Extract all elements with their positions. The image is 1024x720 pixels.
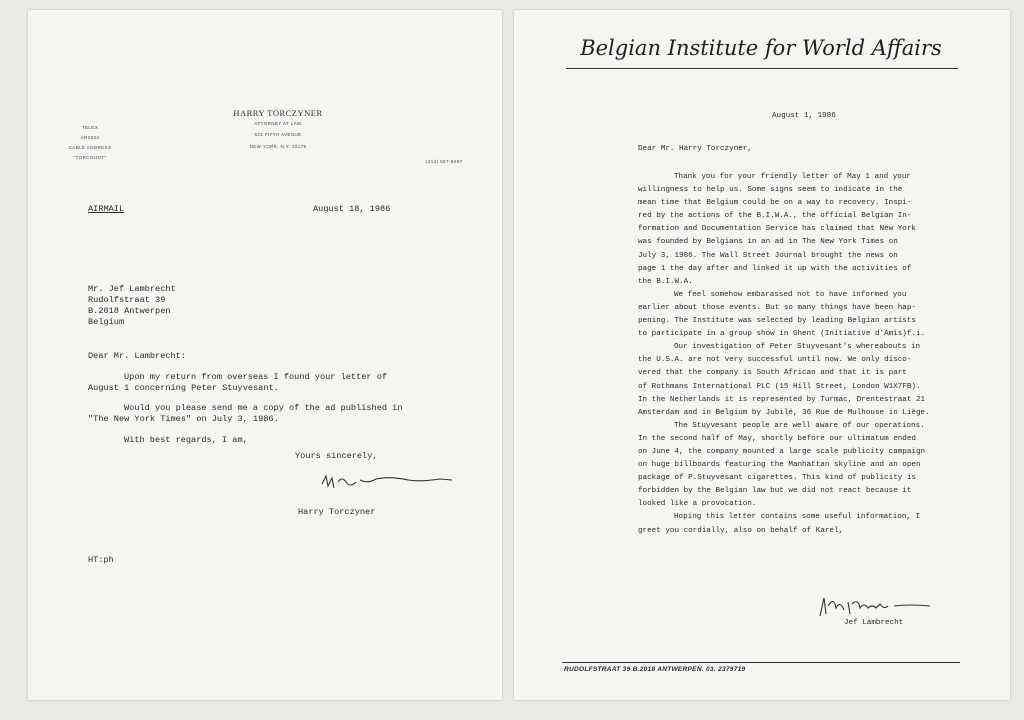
signature-jef-lambrecht <box>814 592 944 622</box>
salutation: Dear Mr. Harry Torczyner, <box>638 145 752 153</box>
closing: Yours sincerely, <box>295 451 378 461</box>
letterhead-telex: TELEX <box>81 125 99 130</box>
letter-body <box>638 171 958 538</box>
letterhead-rule <box>566 68 958 69</box>
letter-date: August 1, 1986 <box>772 112 836 120</box>
letterhead-line: NEW YORK, N.Y. 10175 <box>249 144 307 149</box>
recipient-line: Mr. Jef Lambrecht <box>88 284 176 294</box>
letterhead-telex: AR2604 <box>80 135 100 140</box>
paragraph: Hoping this letter contains some useful information, I greet you cordially, also on behalf of Karel, <box>638 513 921 535</box>
paragraph: Thank you for your friendly letter of May 1 and your willingness to help us. Some signs seem to indicate in the mean time that Belgium could be on a way to recovery. Inspi- red by the actions of the B.I.W.A., the official Belgian In- formation and Documentation Service has claimed that New York was founded by Belgians in an ad in The New York Times on July 3, 1986. The Wall Street Journal brought the news on page 1 the day after and linked it up with the activities of the B.I.W.A. <box>638 173 916 286</box>
letterhead-telex: "TORCOUNT" <box>73 155 107 160</box>
letter-date: August 18, 1986 <box>313 204 391 214</box>
institute-letterhead: Belgian Institute for World Affairs <box>580 36 942 60</box>
letterhead-line: 521 FIFTH AVENUE <box>254 132 302 137</box>
paragraph: The Stuyvesant people are well aware of our operations. In the second half of May, shortly before our ultimatum ended on June 4, the company mounted a large scale publicity campaign on huge billboards featuring the Manhattan skyline and an open package of P.Stuyvesant cigarettes. This kind of publicity is forbidden by the Belgian law but we did not react because it looked like a provocation. <box>638 421 926 509</box>
recipient-line: Belgium <box>88 317 125 327</box>
paragraph: Our investigation of Peter Stuyvesant's whereabouts in the U.S.A. are not very successful until now. We only disco- vered that the company is South African and that it is part of Rothmans International PLC (15 Hill Street, London W1X7FB). In the Netherlands it is represented by Turmac, Drentestraat 21 Amsterdam and in Belgium by Jubilé, 36 Rue de Mulhouse in Liège. <box>638 343 930 417</box>
recipient-line: Rudolfstraat 39 <box>88 295 166 305</box>
signature-harry-torczyner <box>320 470 460 492</box>
letter-belgian-institute <box>514 10 1010 700</box>
paragraph: Would you please send me a copy of the ad published in "The New York Times" on July 3, 1986. <box>88 403 403 424</box>
footer-rule <box>562 662 960 663</box>
recipient-line: B.2018 Antwerpen <box>88 306 171 316</box>
letter-harry-torczyner <box>28 10 502 700</box>
airmail-label: AIRMAIL <box>88 204 125 214</box>
signature-name: Jef Lambrecht <box>844 619 904 627</box>
letterhead-line: ATTORNEY AT LAW <box>254 121 302 126</box>
paragraph: We feel somehow embarassed not to have informed you earlier about those events. But so many things have been hap- pening. The Institute was selected by leading Belgian artists to participate in a group show in Ghent (Initiative d'Amis)f.i. <box>638 290 926 339</box>
salutation: Dear Mr. Lambrecht: <box>88 351 186 361</box>
footer-address: RUDOLFSTRAAT 39 B.2018 ANTWERPEN. 03. 2379719 <box>564 666 746 673</box>
paragraph: With best regards, I am, <box>124 435 248 445</box>
signature-name: Harry Torczyner <box>298 507 376 517</box>
initials: HT:ph <box>88 555 114 565</box>
letterhead-name: HARRY TORCZYNER <box>233 108 323 118</box>
letterhead-phone: (212) 687-8097 <box>426 159 463 164</box>
paragraph: Upon my return from overseas I found your letter of August 1 concerning Peter Stuyvesant. <box>88 372 388 393</box>
letterhead-telex: CABLE ADDRESS <box>68 145 112 150</box>
